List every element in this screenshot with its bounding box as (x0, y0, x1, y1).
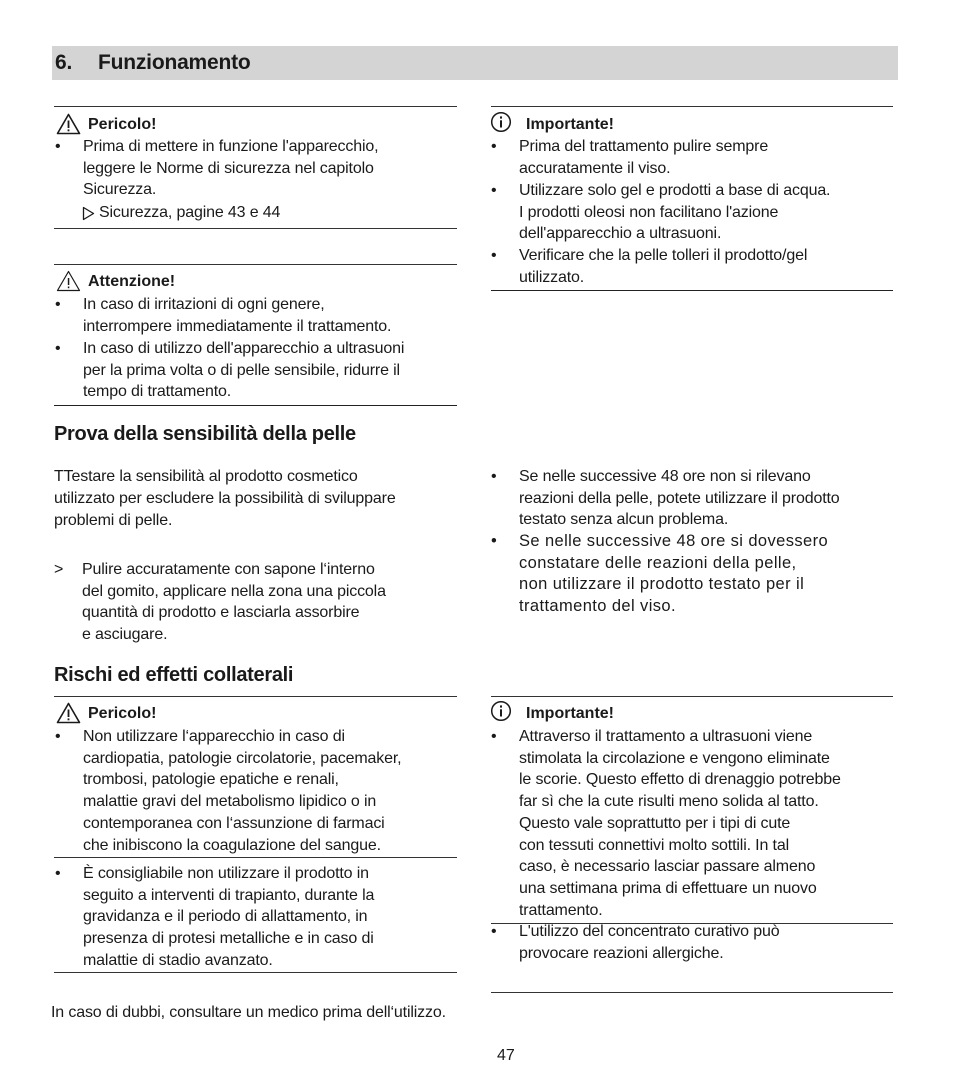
arrow-right-icon (82, 206, 95, 221)
info-icon (490, 700, 512, 722)
risks-heading: Rischi ed effetti collaterali (54, 664, 294, 686)
section-number: 6. (55, 51, 73, 74)
list-item-text: Prima del trattamento pulire sempre accuratamente il viso. (519, 138, 769, 177)
bullet: • (491, 182, 497, 199)
list-item-text: Attraverso il trattamento a ultrasuoni viene stimolata la circolazione e vengono eliminate le scorie. Questo effetto di drenaggio potrebbe far sì che la cute risulti meno solida al tatto. Questo vale soprattutto per i tipi di cute con tessuti connettivi molto sottili. In tal caso, è necessario lasciar passare almeno una settimana prima di effettuare un nuovo trattamento. (519, 728, 841, 919)
warning-triangle-icon (56, 113, 81, 135)
step-text: Pulire accuratamente con sapone l‘interno del gomito, applicare nella zona una piccola quantità di prodotto e lasciarla assorbire e asciugare. (82, 561, 386, 644)
bullet: • (491, 532, 498, 550)
section-title: Funzionamento (98, 51, 251, 74)
bullet: • (491, 728, 497, 745)
caution-label: Attenzione! (88, 273, 176, 290)
bullet: • (55, 138, 61, 155)
divider (54, 972, 457, 973)
bullet: • (491, 138, 497, 155)
footer-note: In caso di dubbi, consultare un medico prima dell‘utilizzo. (51, 1004, 446, 1021)
divider (491, 106, 893, 107)
list-item-text: L'utilizzo del concentrato curativo può provocare reazioni allergiche. (519, 923, 780, 962)
section-header-bar (52, 46, 898, 80)
important-label: Importante! (526, 705, 614, 722)
divider (54, 857, 457, 858)
important-label: Importante! (526, 116, 614, 133)
list-item-text: Non utilizzare l‘apparecchio in caso di cardiopatia, patologie circolatorie, pacemaker, trombosi, patologie epatiche e renali, malattie gravi del metabolismo lipidico o in contemporanea con l‘assunzione di farmaci che inibiscono la coagulazione del sangue. (83, 728, 402, 854)
divider (491, 696, 893, 697)
list-item-text: Se nelle successive 48 ore non si rilevano reazioni della pelle, potete utilizzare il prodotto testato senza alcun problema. (519, 468, 840, 529)
bullet: • (491, 468, 497, 485)
list-item-text: In caso di utilizzo dell'apparecchio a ultrasuoni per la prima volta o di pelle sensibile, ridurre il tempo di trattamento. (83, 340, 405, 401)
bullet: • (491, 247, 497, 264)
sensitivity-heading: Prova della sensibilità della pelle (54, 423, 356, 445)
list-item-text: In caso di irritazioni di ogni genere, interrompere immediatamente il trattamento. (83, 296, 392, 335)
bullet: • (55, 340, 61, 357)
step-marker: > (54, 561, 64, 578)
divider (491, 290, 893, 291)
page-number: 47 (497, 1047, 515, 1064)
sensitivity-intro: TTestare la sensibilità al prodotto cosmetico utilizzato per escludere la possibilità di sviluppare problemi di pelle. (54, 468, 396, 529)
danger-label: Pericolo! (88, 116, 157, 133)
divider (54, 228, 457, 229)
divider (54, 696, 457, 697)
list-item-text: Prima di mettere in funzione l'apparecchio, leggere le Norme di sicurezza nel capitolo Sicurezza. (83, 138, 379, 199)
list-item-text: Verificare che la pelle tolleri il prodotto/gel utilizzato. (519, 247, 808, 286)
caution-triangle-icon (56, 270, 81, 292)
bullet: • (55, 728, 61, 745)
bullet: • (55, 296, 61, 313)
bullet: • (491, 923, 497, 940)
danger-label: Pericolo! (88, 705, 157, 722)
list-item-text: Utilizzare solo gel e prodotti a base di acqua. I prodotti oleosi non facilitano l'azione dell'apparecchio a ultrasuoni. (519, 182, 831, 243)
divider (54, 106, 457, 107)
list-item-text: Se nelle successive 48 ore si dovessero constatare delle reazioni della pelle, non utilizzare il prodotto testato per il trattamento del viso. (519, 532, 829, 616)
list-item-text: È consigliabile non utilizzare il prodotto in seguito a interventi di trapianto, durante la gravidanza e il periodo di allattamento, in presenza di protesi metalliche e in caso di malattie di stadio avanzato. (83, 865, 375, 969)
divider (54, 405, 457, 406)
cross-reference: Sicurezza, pagine 43 e 44 (99, 204, 281, 221)
divider (54, 264, 457, 265)
warning-triangle-icon (56, 702, 81, 724)
info-icon (490, 111, 512, 133)
bullet: • (55, 865, 61, 882)
divider (491, 992, 893, 993)
